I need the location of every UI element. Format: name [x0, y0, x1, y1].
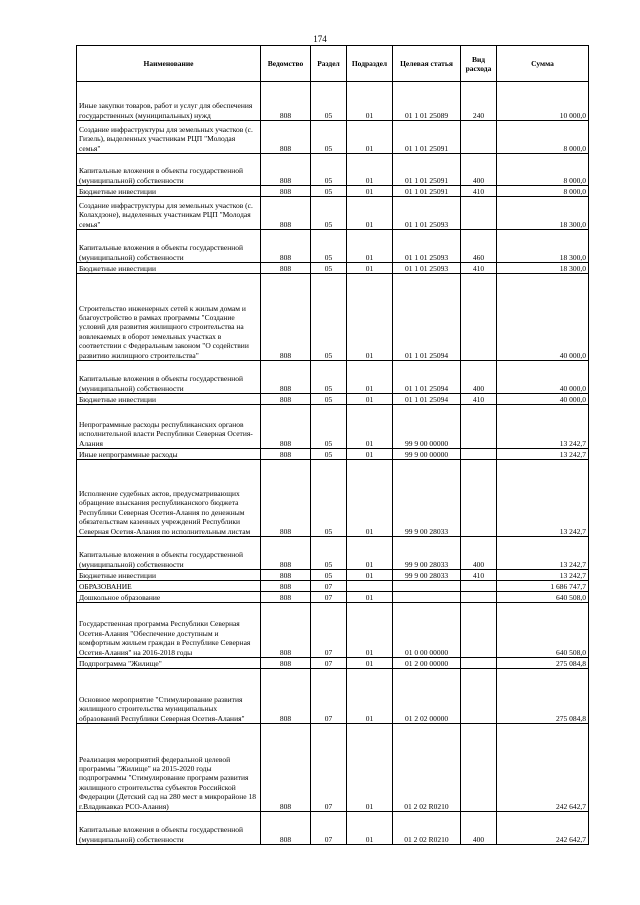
table-row [77, 274, 589, 361]
cell-target: 01 1 01 25094 [393, 394, 461, 405]
cell-target: 99 9 00 28033 [393, 570, 461, 581]
cell-dept: 808 [261, 394, 311, 405]
header-dept: Ведомство [261, 46, 311, 82]
cell-amount: 8 000,0 [497, 154, 589, 186]
cell-subsection: 01 [347, 394, 393, 405]
cell-dept: 808 [261, 812, 311, 845]
table-row [77, 230, 589, 263]
cell-exp-type [461, 603, 497, 658]
cell-name: Создание инфраструктуры для земельных участков (с. Гизель), выделенных участникам РЦП "Молодая семья" [77, 121, 261, 154]
table-row [77, 263, 589, 274]
table-row [77, 186, 589, 197]
cell-target [393, 581, 461, 592]
page-number: 174 [313, 34, 327, 44]
cell-target: 01 1 01 25091 [393, 154, 461, 186]
cell-name: Исполнение судебных актов, предусматривающих обращение взыскания республиканского бюджета Республики Северная Осетия-Алания по денежным обязательствам казенных учреждений Республики Северная Осетия-Алания по исполнительным листам [77, 460, 261, 537]
table-row [77, 603, 589, 658]
table-row [77, 658, 589, 669]
header-section: Раздел [311, 46, 347, 82]
cell-name: Бюджетные инвестиции [77, 263, 261, 274]
cell-target: 01 1 01 25093 [393, 263, 461, 274]
table-row [77, 394, 589, 405]
cell-name: Дошкольное образование [77, 592, 261, 603]
cell-exp-type: 400 [461, 812, 497, 845]
cell-amount: 242 642,7 [497, 724, 589, 812]
table-row [77, 581, 589, 592]
cell-dept: 808 [261, 274, 311, 361]
table-row [77, 82, 589, 121]
header-row [77, 46, 589, 82]
table-row [77, 812, 589, 845]
cell-subsection [347, 581, 393, 592]
cell-exp-type [461, 581, 497, 592]
cell-section: 05 [311, 449, 347, 460]
cell-dept: 808 [261, 658, 311, 669]
cell-section: 05 [311, 197, 347, 230]
budget-table [76, 45, 589, 845]
cell-target: 01 1 01 25094 [393, 361, 461, 394]
cell-subsection: 01 [347, 121, 393, 154]
cell-subsection: 01 [347, 724, 393, 812]
cell-amount: 40 000,0 [497, 361, 589, 394]
cell-section: 05 [311, 230, 347, 263]
cell-exp-type [461, 592, 497, 603]
cell-subsection: 01 [347, 449, 393, 460]
cell-name: Капитальные вложения в объекты государственной (муниципальной) собственности [77, 537, 261, 570]
cell-name: Государственная программа Республики Северная Осетия-Алания "Обеспечение доступным и комфортным жильем граждан в Республике Северная Осетия-Алания" на 2016-2018 годы [77, 603, 261, 658]
cell-dept: 808 [261, 230, 311, 263]
cell-section: 05 [311, 121, 347, 154]
cell-amount: 1 686 747,7 [497, 581, 589, 592]
cell-exp-type [461, 449, 497, 460]
cell-amount: 40 000,0 [497, 394, 589, 405]
cell-target: 01 2 02 R0210 [393, 724, 461, 812]
cell-exp-type: 460 [461, 230, 497, 263]
cell-target: 01 2 02 00000 [393, 669, 461, 724]
cell-subsection: 01 [347, 405, 393, 449]
cell-dept: 808 [261, 121, 311, 154]
cell-name: Непрограммные расходы республиканских органов исполнительной власти Республики Северная Осетия-Алания [77, 405, 261, 449]
table-row [77, 592, 589, 603]
cell-amount: 242 642,7 [497, 812, 589, 845]
cell-target: 01 1 01 25089 [393, 82, 461, 121]
cell-amount: 13 242,7 [497, 537, 589, 570]
table-row [77, 405, 589, 449]
table-row [77, 361, 589, 394]
cell-name: Капитальные вложения в объекты государственной (муниципальной) собственности [77, 361, 261, 394]
cell-name: Реализация мероприятий федеральной целевой программы "Жилище" на 2015-2020 годы подпрограммы "Стимулирование программ развития жилищного строительства субъектов Российской Федерации (Детский сад на 280 мест в микрорайоне 18 г.Владикавказ РСО-Алания) [77, 724, 261, 812]
cell-amount: 13 242,7 [497, 570, 589, 581]
cell-target: 01 1 01 25091 [393, 121, 461, 154]
cell-exp-type [461, 121, 497, 154]
cell-subsection: 01 [347, 460, 393, 537]
cell-amount: 640 508,0 [497, 603, 589, 658]
cell-dept: 808 [261, 724, 311, 812]
cell-subsection: 01 [347, 570, 393, 581]
cell-name: Создание инфраструктуры для земельных участков (с. Колахдзоне), выделенных участникам РЦП "Молодая семья" [77, 197, 261, 230]
cell-amount: 18 300,0 [497, 230, 589, 263]
cell-dept: 808 [261, 186, 311, 197]
cell-name: ОБРАЗОВАНИЕ [77, 581, 261, 592]
cell-dept: 808 [261, 263, 311, 274]
cell-subsection: 01 [347, 263, 393, 274]
cell-exp-type [461, 197, 497, 230]
table-row [77, 570, 589, 581]
cell-dept: 808 [261, 592, 311, 603]
cell-section: 05 [311, 154, 347, 186]
cell-target: 01 0 00 00000 [393, 603, 461, 658]
cell-name: Бюджетные инвестиции [77, 394, 261, 405]
cell-amount: 18 300,0 [497, 263, 589, 274]
cell-exp-type [461, 658, 497, 669]
cell-exp-type [461, 274, 497, 361]
cell-amount: 13 242,7 [497, 405, 589, 449]
cell-section: 05 [311, 570, 347, 581]
cell-dept: 808 [261, 460, 311, 537]
cell-dept: 808 [261, 581, 311, 592]
cell-subsection: 01 [347, 186, 393, 197]
cell-exp-type: 400 [461, 154, 497, 186]
table-row [77, 449, 589, 460]
cell-section: 05 [311, 186, 347, 197]
cell-name: Строительство инженерных сетей к жилым домам и благоустройство в рамках программы "Создание условий для развития жилищного строительства на вовлекаемых в оборот земельных участках в соответствии с Федеральным законом "О содействии развитию жилищного строительства" [77, 274, 261, 361]
table-row [77, 460, 589, 537]
cell-name: Подпрограмма "Жилище" [77, 658, 261, 669]
cell-amount: 10 000,0 [497, 82, 589, 121]
cell-name: Иные закупки товаров, работ и услуг для обеспечения государственных (муниципальных) нужд [77, 82, 261, 121]
cell-target: 99 9 00 00000 [393, 405, 461, 449]
cell-section: 05 [311, 405, 347, 449]
cell-subsection: 01 [347, 274, 393, 361]
cell-exp-type: 400 [461, 361, 497, 394]
cell-dept: 808 [261, 82, 311, 121]
cell-dept: 808 [261, 669, 311, 724]
cell-target [393, 592, 461, 603]
cell-exp-type: 410 [461, 263, 497, 274]
cell-amount: 13 242,7 [497, 449, 589, 460]
cell-target: 99 9 00 28033 [393, 537, 461, 570]
cell-exp-type [461, 724, 497, 812]
cell-amount: 13 242,7 [497, 460, 589, 537]
cell-subsection: 01 [347, 537, 393, 570]
cell-subsection: 01 [347, 230, 393, 263]
cell-section: 05 [311, 361, 347, 394]
header-name: Наименование [77, 46, 261, 82]
cell-section: 05 [311, 82, 347, 121]
cell-name: Капитальные вложения в объекты государственной (муниципальной) собственности [77, 154, 261, 186]
cell-dept: 808 [261, 603, 311, 658]
cell-section: 07 [311, 724, 347, 812]
cell-name: Бюджетные инвестиции [77, 570, 261, 581]
cell-name: Капитальные вложения в объекты государственной (муниципальной) собственности [77, 812, 261, 845]
cell-dept: 808 [261, 537, 311, 570]
cell-target: 01 1 01 25094 [393, 274, 461, 361]
cell-section: 05 [311, 274, 347, 361]
cell-target: 99 9 00 28033 [393, 460, 461, 537]
cell-amount: 275 084,8 [497, 669, 589, 724]
table-row [77, 537, 589, 570]
cell-subsection: 01 [347, 197, 393, 230]
cell-amount: 8 000,0 [497, 186, 589, 197]
cell-amount: 40 000,0 [497, 274, 589, 361]
table-row [77, 154, 589, 186]
cell-section: 07 [311, 581, 347, 592]
cell-section: 05 [311, 263, 347, 274]
cell-target: 01 1 01 25093 [393, 197, 461, 230]
cell-name: Иные непрограммные расходы [77, 449, 261, 460]
header-subsection: Подраздел [347, 46, 393, 82]
cell-amount: 275 084,8 [497, 658, 589, 669]
table-row [77, 669, 589, 724]
cell-subsection: 01 [347, 669, 393, 724]
cell-dept: 808 [261, 449, 311, 460]
cell-subsection: 01 [347, 603, 393, 658]
cell-section: 07 [311, 592, 347, 603]
cell-dept: 808 [261, 154, 311, 186]
cell-subsection: 01 [347, 82, 393, 121]
cell-subsection: 01 [347, 361, 393, 394]
cell-exp-type [461, 460, 497, 537]
cell-amount: 8 000,0 [497, 121, 589, 154]
table-row [77, 121, 589, 154]
cell-exp-type [461, 669, 497, 724]
cell-section: 05 [311, 460, 347, 537]
cell-target: 99 9 00 00000 [393, 449, 461, 460]
cell-subsection: 01 [347, 658, 393, 669]
cell-section: 07 [311, 812, 347, 845]
cell-section: 07 [311, 603, 347, 658]
cell-name: Бюджетные инвестиции [77, 186, 261, 197]
cell-name: Основное мероприятие "Стимулирование развития жилищного строительства муниципальных образований Республики Северная Осетия-Алания" [77, 669, 261, 724]
table-row [77, 197, 589, 230]
cell-name: Капитальные вложения в объекты государственной (муниципальной) собственности [77, 230, 261, 263]
header-exp-type: Вид расхода [461, 46, 497, 82]
table-row [77, 724, 589, 812]
cell-exp-type [461, 405, 497, 449]
cell-target: 01 2 00 00000 [393, 658, 461, 669]
cell-subsection: 01 [347, 154, 393, 186]
cell-exp-type: 410 [461, 570, 497, 581]
cell-section: 07 [311, 669, 347, 724]
cell-subsection: 01 [347, 592, 393, 603]
cell-amount: 18 300,0 [497, 197, 589, 230]
cell-dept: 808 [261, 361, 311, 394]
cell-target: 01 1 01 25093 [393, 230, 461, 263]
header-target: Целевая статья [393, 46, 461, 82]
cell-section: 07 [311, 658, 347, 669]
cell-exp-type: 410 [461, 186, 497, 197]
cell-section: 05 [311, 537, 347, 570]
cell-exp-type: 400 [461, 537, 497, 570]
header-amount: Сумма [497, 46, 589, 82]
cell-amount: 640 508,0 [497, 592, 589, 603]
cell-section: 05 [311, 394, 347, 405]
cell-exp-type: 410 [461, 394, 497, 405]
cell-dept: 808 [261, 405, 311, 449]
cell-target: 01 2 02 R0210 [393, 812, 461, 845]
cell-subsection: 01 [347, 812, 393, 845]
cell-dept: 808 [261, 197, 311, 230]
cell-dept: 808 [261, 570, 311, 581]
cell-target: 01 1 01 25091 [393, 186, 461, 197]
cell-exp-type: 240 [461, 82, 497, 121]
